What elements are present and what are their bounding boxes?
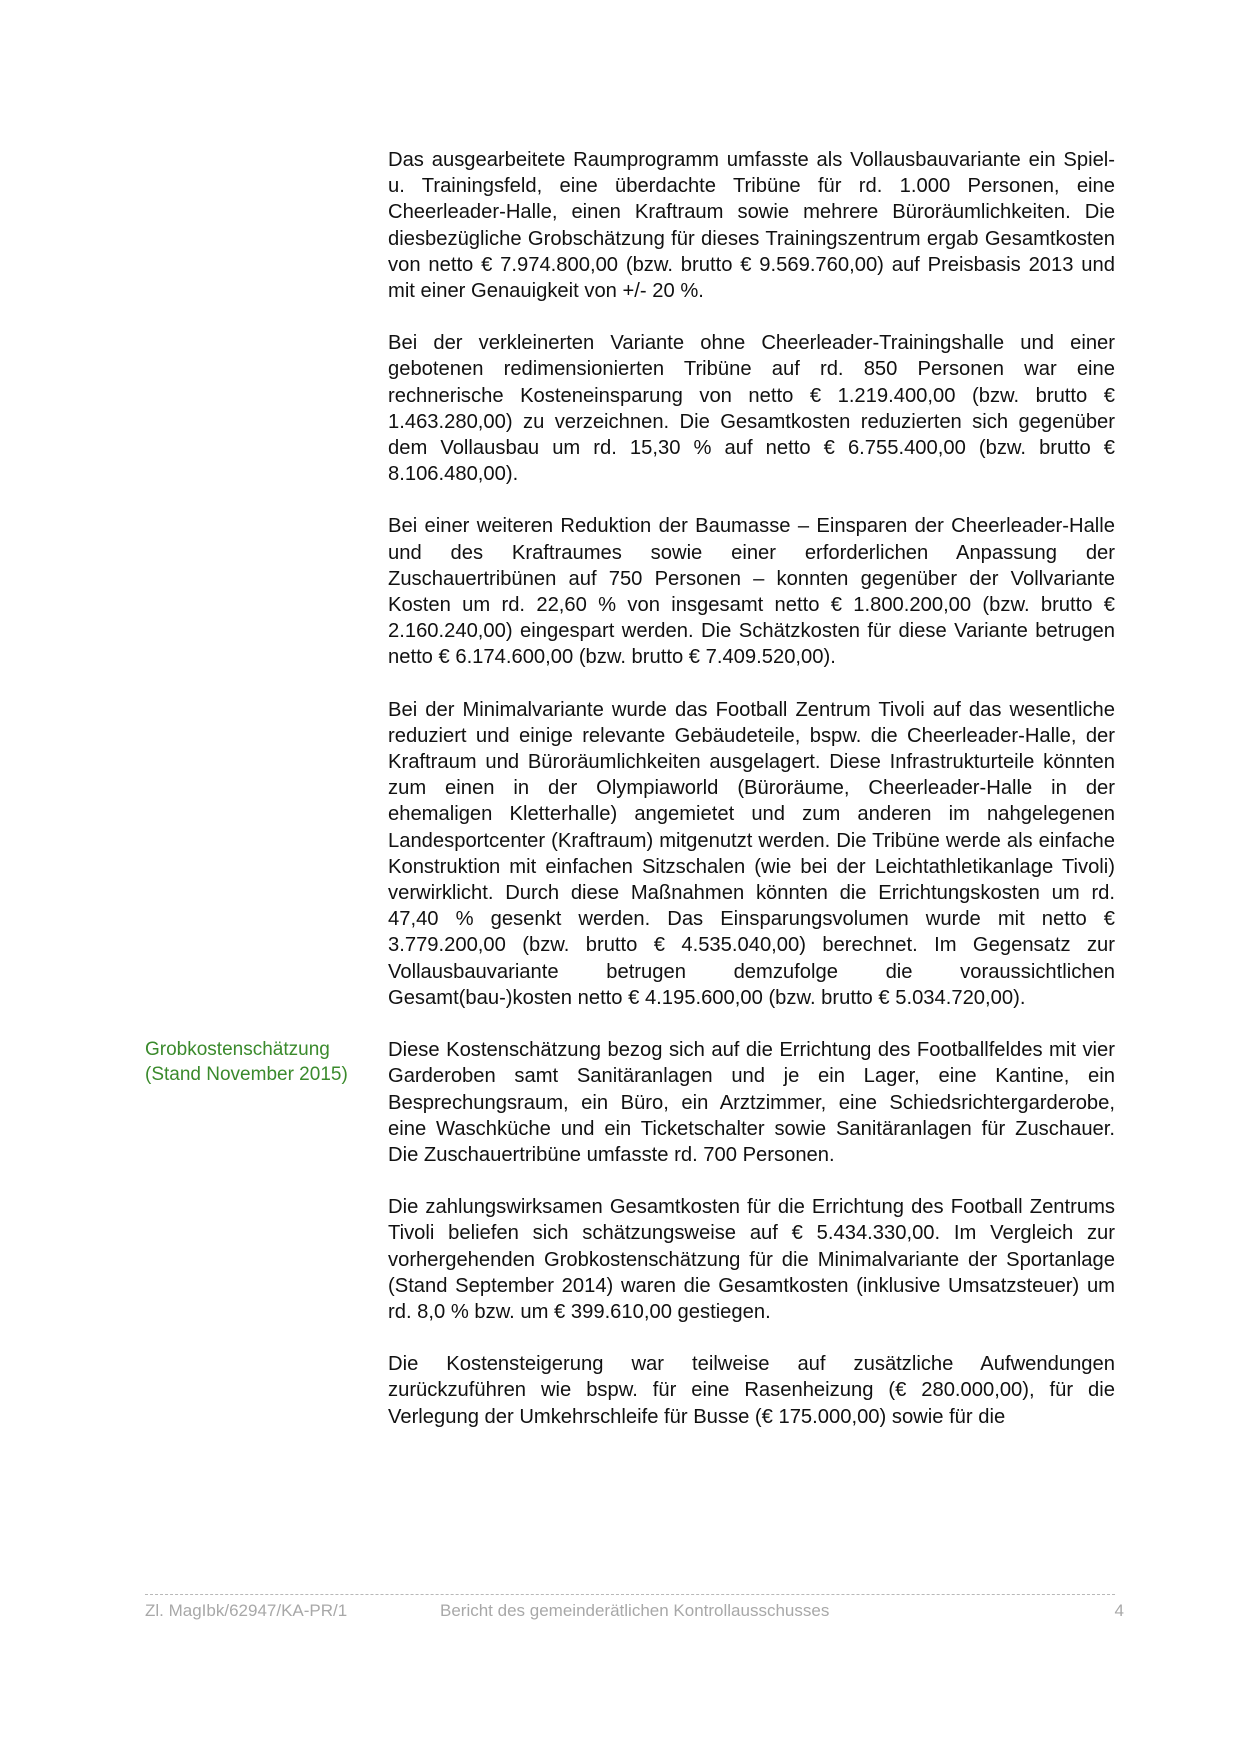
paragraph-minimalvariante: Bei der Minimalvariante wurde das Football Zentrum Tivoli auf das wesentliche reduziert und einige relevante Gebäudeteile, bspw. die Cheerleader-Halle, der Kraftraum und Büroräumlichkeiten ausgelagert. Diese Infrastrukturteile könnten zum einen in der Olympiaworld (Büroräume, Cheerleader-Halle in der ehemaligen Kletterhalle) angemietet und zum anderen im nahgelegenen Landesportcenter (Kraftraum) mitgenutzt werden. Die Tribüne werde als einfache Konstruktion mit einfachen Sitzschalen (wie bei der Leichtathletikanlage Tivoli) verwirklicht. Durch diese Maßnahmen könnten die Errichtungskosten um rd. 47,40 % gesenkt werden. Das Einsparungsvolumen wurde mit netto € 3.779.200,00 (bzw. brutto € 4.535.040,00) berechnet. Im Gegensatz zur Vollausbauvariante betrugen demzufolge die voraussichtlichen Gesamt(bau-)kosten netto € 4.195.600,00 (bzw. brutto € 5.034.720,00). <box>388 698 1115 1009</box>
main-text-column <box>388 147 1115 1456</box>
margin-note-title: Grobkostenschätzung <box>145 1039 330 1060</box>
footer-title: Bericht des gemeinderätlichen Kontrollausschusses <box>440 1601 830 1620</box>
paragraph-kostenschaetzung: Diese Kostenschätzung bezog sich auf die Errichtung des Footballfeldes mit vier Garderoben samt Sanitäranlagen und je ein Lager, eine Kantine, ein Besprechungsraum, ein Büro, ein Arztzimmer, eine Schiedsrichtergarderobe, eine Waschküche und ein Ticketschalter sowie Sanitäranlagen für Zuschauer. Die Zuschauertribüne umfasste rd. 700 Personen. <box>388 1039 1115 1166</box>
margin-note <box>145 1037 380 1087</box>
paragraph-verkleinerte-variante: Bei der verkleinerten Variante ohne Cheerleader-Trainingshalle und einer gebotenen redimensionierten Tribüne auf rd. 850 Personen war eine rechnerische Kosteneinsparung von netto € 1.219.400,00 (bzw. brutto € 1.463.280,00) zu verzeichnen. Die Gesamtkosten reduzierten sich gegenüber dem Vollausbau um rd. 15,30 % auf netto € 6.755.400,00 (bzw. brutto € 8.106.480,00). <box>388 332 1115 486</box>
margin-note-subtitle: (Stand November 2015) <box>145 1064 348 1085</box>
footer-reference: Zl. MagIbk/62947/KA-PR/1 <box>145 1601 348 1620</box>
paragraph-vollausbau: Das ausgearbeitete Raumprogramm umfasste als Vollausbauvariante ein Spiel- u. Trainingsfeld, eine überdachte Tribüne für rd. 1.000 Personen, eine Cheerleader-Halle, einen Kraftraum sowie mehrere Büroräumlichkeiten. Die diesbezügliche Grobschätzung für dieses Trainingszentrum ergab Gesamtkosten von netto € 7.974.800,00 (bzw. brutto € 9.569.760,00) auf Preisbasis 2013 und mit einer Genauigkeit von +/- 20 %. <box>388 149 1115 303</box>
paragraph-gesamtkosten: Die zahlungswirksamen Gesamtkosten für die Errichtung des Football Zentrums Tivoli beliefen sich schätzungsweise auf € 5.434.330,00. Im Vergleich zur vorhergehenden Grobkostenschätzung für die Minimalvariante der Sportanlage (Stand September 2014) waren die Gesamtkosten (inklusive Umsatzsteuer) um rd. 8,0 % bzw. um € 399.610,00 gestiegen. <box>388 1196 1115 1323</box>
paragraph-kostensteigerung: Die Kostensteigerung war teilweise auf zusätzliche Aufwendungen zurückzuführen wie bspw. für eine Rasenheizung (€ 280.000,00), für die Verlegung der Umkehrschleife für Busse (€ 175.000,00) sowie für die <box>388 1353 1115 1428</box>
footer-divider <box>145 1594 1115 1595</box>
page-number: 4 <box>1114 1601 1124 1620</box>
paragraph-weitere-reduktion: Bei einer weiteren Reduktion der Baumasse – Einsparen der Cheerleader-Halle und des Kraftraumes sowie einer erforderlichen Anpassung der Zuschauertribünen auf 750 Personen – konnten gegenüber der Vollvariante Kosten um rd. 22,60 % von insgesamt netto € 1.800.200,00 (bzw. brutto € 2.160.240,00) eingespart werden. Die Schätzkosten für diese Variante betrugen netto € 6.174.600,00 (bzw. brutto € 7.409.520,00). <box>388 515 1115 669</box>
